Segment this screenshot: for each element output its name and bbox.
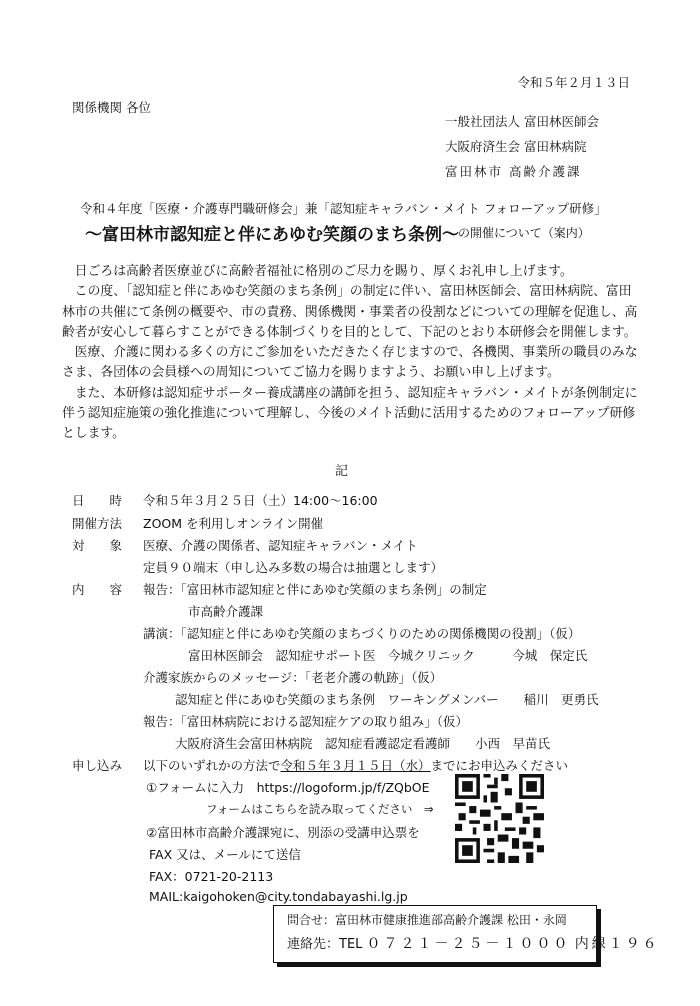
- document-date: 令和５年２月１３日: [517, 75, 630, 90]
- sender-hospital: 大阪府済生会 富田林病院: [445, 139, 587, 154]
- body-paragraph: また、本研修は認知症サポーター養成講座の講師を担う、認知症キャラバン・メイトが条例制定に伴う認知症施策の強化推進について理解し、今後のメイト活動に活用するためのフォローアップ研修とします。: [62, 385, 638, 442]
- target-value: 医療、介護の関係者、認知症キャラバン・メイト: [143, 538, 418, 553]
- qr-code[interactable]: [455, 774, 544, 863]
- event-title-suffix: の開催について（案内）: [458, 226, 590, 240]
- message-title: 介護家族からのメッセージ：「老老介護の軌跡」（仮）: [143, 670, 443, 685]
- contact-line: 問合せ：富田林市健康推進部高齢介護課 松田・永岡: [287, 913, 567, 927]
- sender-city-division: 富田林市 高齢介護課: [445, 164, 582, 179]
- recipient: 関係機関 各位: [72, 100, 151, 115]
- capacity-value: 定員９０端末（申し込み多数の場合は抽選とします）: [143, 560, 444, 575]
- body-paragraph: 医療、介護に関わる多くの方にご参加をいただきたく存じますので、各機関、事業所の職員のみなさま、各団体の会員様への周知についてご協力を賜りますよう、お願い申し上げます。: [62, 345, 638, 381]
- report1-title: 報告：「富田林市認知症と伴にあゆむ笑顔のまち条例」の制定: [143, 582, 487, 597]
- lecture-speaker: 富田林医師会 認知症サポート医 今城クリニック 今城 保定氏: [188, 648, 588, 663]
- qr-hint: フォームはこちらを読み取ってください ⇒: [206, 802, 434, 816]
- method-value: ZOOM を利用しオンライン開催: [143, 516, 324, 531]
- tel-number: ０７２１－２５－１０００: [366, 936, 571, 952]
- apply-label: 申し込み: [72, 758, 123, 773]
- apply-intro-text-end: までにお申込みください: [430, 758, 569, 773]
- mail-address[interactable]: MAIL:kaigohoken@city.tondabayashi.lg.jp: [149, 889, 408, 904]
- apply-intro: [143, 756, 568, 774]
- report2-speaker: 大阪府済生会富田林病院 認知症看護認定看護師 小西 早苗氏: [175, 736, 551, 751]
- tel-extension: 内線１９６: [574, 936, 660, 952]
- fax-mail-text: FAX 又は、メールにて送信: [149, 847, 301, 862]
- apply-deadline: 令和５年３月１５日（水）: [280, 758, 431, 773]
- message-speaker: 認知症と伴にあゆむ笑顔のまち条例 ワーキングメンバー 稲川 更勇氏: [175, 692, 599, 707]
- report1-speaker: 市高齢介護課: [188, 604, 264, 619]
- tel-label: 連絡先：TEL: [287, 937, 363, 952]
- content-label: 内 容: [72, 582, 123, 597]
- form-link[interactable]: ①フォームに入力 https://logoform.jp/f/ZQbOE: [146, 780, 430, 795]
- contact-phone: [287, 933, 660, 953]
- fax-number: FAX：0721-20-2113: [149, 869, 274, 884]
- event-subtitle: 令和４年度「医療・介護専門職研修会」兼「認知症キャラバン・メイト フォローアップ研修」: [80, 201, 607, 216]
- method-label: 開催方法: [72, 516, 123, 531]
- event-title: ～富田林市認知症と伴にあゆむ笑顔のまち条例～: [85, 225, 459, 245]
- ki-heading: 記: [335, 464, 349, 479]
- datetime-value: 令和５年３月２５日（土）14:00～16:00: [143, 493, 378, 508]
- body-paragraph: 日ごろは高齢者医療並びに高齢者福祉に格別のご尽力を賜り、厚くお礼申し上げます。: [74, 264, 573, 279]
- alt-apply-text: ②富田林市高齢介護課宛に、別添の受講申込票を: [146, 825, 420, 840]
- apply-intro-text: 以下のいずれかの方法で: [143, 758, 281, 773]
- target-label: 対 象: [72, 538, 123, 553]
- body-paragraph: この度、「認知症と伴にあゆむ笑顔のまち条例」の制定に伴い、富田林医師会、富田林病院、富田林市の共催にて条例の概要や、市の責務、関係機関・事業者の役割などについての理解を促進し、高齢者が安心して暮らすことができる体制づくりを目的として、下記のとおり本研修会を開催します。: [62, 284, 638, 340]
- lecture-title: 講演：「認知症と伴にあゆむ笑顔のまちづくりのための関係機関の役割」（仮）: [143, 626, 581, 641]
- body-text: [62, 262, 642, 445]
- report2-title: 報告：「富田林病院における認知症ケアの取り組み」（仮）: [143, 714, 469, 729]
- datetime-label: 日 時: [72, 493, 123, 508]
- sender-medical-association: 一般社団法人 富田林医師会: [445, 114, 599, 129]
